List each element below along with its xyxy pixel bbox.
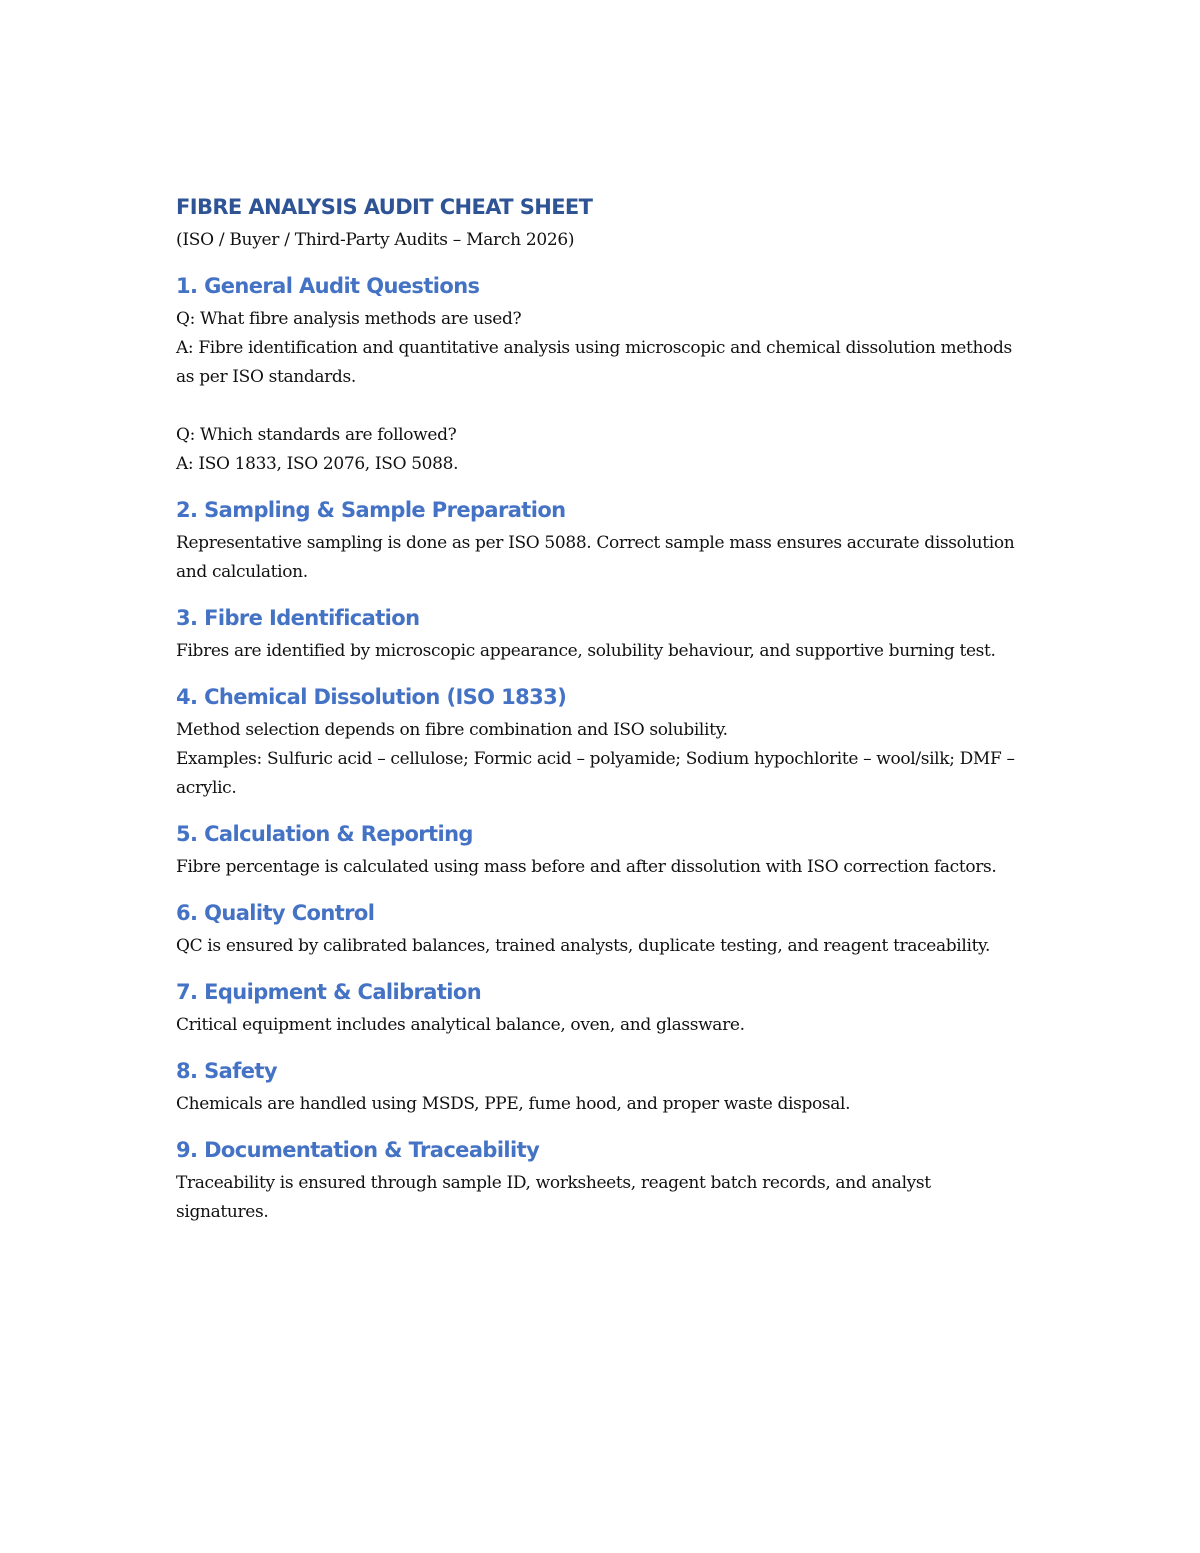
section-heading: 4. Chemical Dissolution (ISO 1833) — [176, 685, 567, 709]
section-text: Fibre percentage is calculated using mass before and after dissolution with ISO correction factors. — [176, 857, 997, 877]
section-documentation-traceability — [176, 1135, 1026, 1227]
section-text: Representative sampling is done as per ISO 5088. Correct sample mass ensures accurate dissolution and calculation. — [176, 533, 1015, 582]
section-text: Fibres are identified by microscopic appearance, solubility behaviour, and supportive burning test. — [176, 641, 996, 661]
document-title: FIBRE ANALYSIS AUDIT CHEAT SHEET — [176, 195, 593, 219]
section-heading: 8. Safety — [176, 1059, 277, 1083]
section-calculation-reporting — [176, 819, 1026, 882]
section-general-audit-questions — [176, 271, 1026, 479]
section-heading: 5. Calculation & Reporting — [176, 822, 473, 846]
question-text: Q: Which standards are followed? — [176, 425, 457, 445]
section-fibre-identification — [176, 603, 1026, 666]
section-text: Chemicals are handled using MSDS, PPE, fume hood, and proper waste disposal. — [176, 1094, 851, 1114]
section-text: Method selection depends on fibre combination and ISO solubility. — [176, 720, 728, 740]
section-text: Critical equipment includes analytical balance, oven, and glassware. — [176, 1015, 745, 1035]
section-safety — [176, 1056, 1026, 1119]
section-examples: Examples: Sulfuric acid – cellulose; Formic acid – polyamide; Sodium hypochlorite – wool/silk; DMF – acrylic. — [176, 749, 1015, 798]
document-body — [176, 192, 1026, 1227]
answer-text: A: Fibre identification and quantitative analysis using microscopic and chemical dissolution methods as per ISO standards. — [176, 338, 1012, 387]
section-heading: 2. Sampling & Sample Preparation — [176, 498, 566, 522]
paragraph-spacer — [176, 392, 1026, 421]
section-text: Traceability is ensured through sample ID, worksheets, reagent batch records, and analyst signatures. — [176, 1173, 931, 1222]
section-chemical-dissolution — [176, 682, 1026, 803]
question-text: Q: What fibre analysis methods are used? — [176, 309, 522, 329]
section-heading: 7. Equipment & Calibration — [176, 980, 482, 1004]
section-equipment-calibration — [176, 977, 1026, 1040]
section-quality-control — [176, 898, 1026, 961]
section-sampling — [176, 495, 1026, 587]
section-heading: 6. Quality Control — [176, 901, 375, 925]
document-subtitle: (ISO / Buyer / Third-Party Audits – March 2026) — [176, 230, 575, 250]
answer-text: A: ISO 1833, ISO 2076, ISO 5088. — [176, 454, 459, 474]
section-heading: 9. Documentation & Traceability — [176, 1138, 540, 1162]
section-text: QC is ensured by calibrated balances, trained analysts, duplicate testing, and reagent traceability. — [176, 936, 991, 956]
section-heading: 1. General Audit Questions — [176, 274, 480, 298]
section-heading: 3. Fibre Identification — [176, 606, 420, 630]
